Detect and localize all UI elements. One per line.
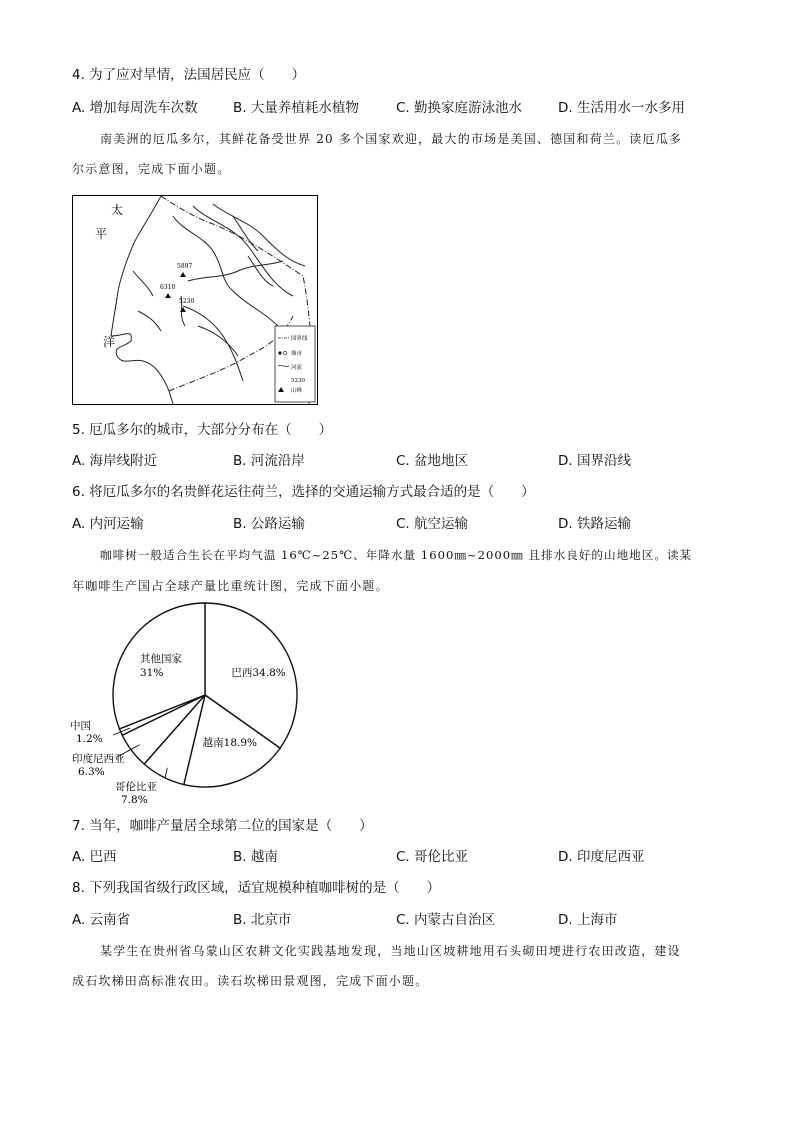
q6-option-c: C. 航空运输 bbox=[396, 516, 469, 532]
q4-option-b: B. 大量养植耗水植物 bbox=[233, 100, 359, 116]
q7-option-a: A. 巴西 bbox=[72, 849, 117, 865]
q6-option-d: D. 铁路运输 bbox=[558, 516, 631, 532]
legend-peak-label: 山峰 bbox=[291, 388, 303, 394]
question-8-stem: 8. 下列我国省级行政区域，适宜规模种植咖啡树的是（ ） bbox=[72, 880, 441, 896]
q6-option-b: B. 公路运输 bbox=[233, 516, 305, 532]
passage-coffee-line2: 年咖啡生产国占全球产量比重统计图，完成下面小题。 bbox=[72, 579, 389, 593]
pie-label-4: 中国 bbox=[70, 720, 91, 732]
pie-pct-4: 1.2% bbox=[76, 733, 103, 745]
q8-option-b: B. 北京市 bbox=[233, 912, 292, 928]
passage-terrace-line2: 成石坎梯田高标准农田。读石坎梯田景观图，完成下面小题。 bbox=[72, 974, 429, 988]
q4-option-d: D. 生活用水一水多用 bbox=[558, 100, 685, 116]
q4-option-c: C. 勤换家庭游泳池水 bbox=[396, 100, 523, 116]
q8-option-d: D. 上海市 bbox=[558, 912, 618, 928]
city-legend-icon bbox=[278, 351, 281, 354]
q6-option-a: A. 内河运输 bbox=[72, 516, 144, 532]
pie-pct-3: 6.3% bbox=[78, 766, 105, 778]
ocean-label-yang: 洋 bbox=[103, 335, 116, 349]
peak-icon bbox=[180, 307, 186, 312]
pie-pct-2: 7.8% bbox=[121, 794, 148, 806]
q8-option-a: A. 云南省 bbox=[72, 912, 131, 928]
peak-label-5230: 5230 bbox=[179, 298, 195, 305]
q7-option-d: D. 印度尼西亚 bbox=[558, 849, 645, 865]
ocean-label-ping: 平 bbox=[95, 227, 108, 241]
question-5-stem: 5. 厄瓜多尔的城市，大部分分布在（ ） bbox=[72, 422, 333, 438]
passage-ecuador-line2: 尔示意图，完成下面小题。 bbox=[72, 162, 231, 176]
pie-label-5: 其他国家 bbox=[139, 652, 182, 665]
pie-label-1: 越南18.9% bbox=[202, 736, 258, 749]
ecuador-map bbox=[72, 195, 318, 405]
peak-label-6310: 6310 bbox=[160, 284, 176, 291]
passage-ecuador-line1: 南美洲的厄瓜多尔，其鲜花备受世界 20 多个国家欢迎，最大的市场是美国、德国和荷兰。读厄瓜多 bbox=[100, 132, 683, 146]
peak-icon bbox=[180, 272, 186, 277]
legend-river-label: 河流 bbox=[291, 365, 303, 371]
q7-option-c: C. 哥伦比亚 bbox=[396, 849, 469, 865]
legend-peak-value: 5230 bbox=[291, 378, 305, 384]
pie-pct-5: 31% bbox=[139, 666, 164, 679]
question-6-stem: 6. 将厄瓜多尔的名贵鲜花运往荷兰，选择的交通运输方式最合适的是（ ） bbox=[72, 484, 535, 500]
q5-option-a: A. 海岸线附近 bbox=[72, 453, 158, 469]
pie-label-0: 巴西34.8% bbox=[231, 667, 286, 680]
passage-coffee-line1: 咖啡树一般适合生长在平均气温 16℃~25℃、年降水量 1600㎜~2000㎜ 且排水良好的山地地区。读某 bbox=[100, 548, 693, 562]
q5-option-d: D. 国界沿线 bbox=[558, 453, 631, 469]
q8-option-c: C. 内蒙古自治区 bbox=[396, 912, 496, 928]
q7-option-b: B. 越南 bbox=[233, 849, 278, 865]
legend-border-label: 国界线 bbox=[291, 336, 308, 342]
legend-city-label: 城市 bbox=[291, 351, 303, 357]
q5-option-b: B. 河流沿岸 bbox=[233, 453, 305, 469]
q4-option-a: A. 增加每周洗车次数 bbox=[72, 100, 198, 116]
coffee-pie-chart bbox=[60, 600, 310, 810]
question-4-stem: 4. 为了应对旱情，法国居民应（ ） bbox=[72, 67, 306, 83]
q5-option-c: C. 盆地地区 bbox=[396, 453, 469, 469]
ocean-label-tai: 太 bbox=[111, 203, 124, 217]
pie-label-3: 印度尼西亚 bbox=[72, 753, 125, 765]
passage-terrace-line1: 某学生在贵州省乌蒙山区农耕文化实践基地发现，当地山区坡耕地用石头砌田埂进行农田改造，建设 bbox=[100, 944, 681, 958]
pie-label-2: 哥伦比亚 bbox=[115, 781, 157, 793]
peak-label-5897: 5897 bbox=[177, 263, 193, 270]
question-7-stem: 7. 当年，咖啡产量居全球第二位的国家是（ ） bbox=[72, 818, 373, 834]
peak-icon bbox=[165, 293, 171, 298]
